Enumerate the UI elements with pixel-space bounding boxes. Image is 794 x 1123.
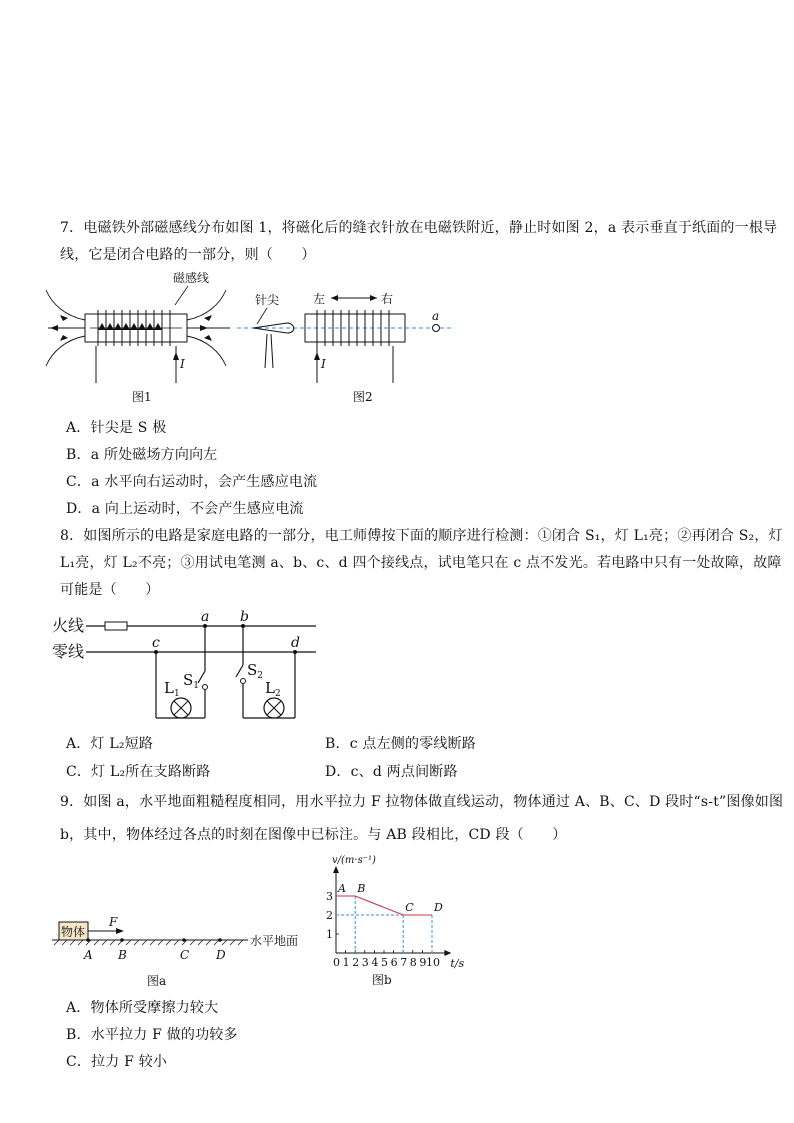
chart-guide-lines (336, 896, 432, 953)
force-label: F (109, 915, 118, 929)
y-tick-label: 3 (326, 890, 333, 903)
velocity-line (336, 896, 432, 915)
y-tick-label: 1 (326, 928, 333, 941)
figb-caption: 图b (372, 973, 392, 987)
figa-caption: 图a (147, 974, 167, 988)
x-tick-label: 2 (352, 956, 360, 969)
point-a-label: a (201, 609, 210, 625)
x-axis-arrow (444, 950, 451, 956)
x-tick-label: 8 (409, 956, 417, 969)
lamp-l1-label: $L_1$ (164, 679, 180, 699)
q9-option-a[interactable]: A．物体所受摩擦力较大 (66, 1000, 219, 1016)
point-c-label: c (152, 635, 160, 651)
point-d: D (216, 948, 226, 962)
y-axis-label: v/(m·s⁻¹) (332, 855, 376, 866)
switch-s1-label: $S_1$ (183, 671, 200, 691)
neutral-wire-label: 零线 (52, 642, 85, 661)
ground-hatching (54, 940, 243, 945)
q7-figure-2 (235, 268, 465, 408)
x-tick-label: 7 (400, 956, 408, 969)
q8-option-d[interactable]: D．c、d 两点间断路 (325, 764, 458, 780)
q9-option-b[interactable]: B．水平拉力 F 做的功较多 (66, 1027, 238, 1043)
q9-velocity-time-chart (310, 850, 510, 990)
y-tick-label: 2 (326, 909, 333, 922)
q7-stem-line2: 线，它是闭合电路的一部分，则（ ） (60, 247, 316, 263)
point-label: B (357, 882, 366, 895)
fig2-current-label: I (321, 357, 326, 371)
fig1-caption: 图1 (132, 390, 152, 404)
fig2-left-label: 左 (313, 292, 326, 306)
fig1-current-label: I (180, 357, 185, 371)
q8-option-a[interactable]: A．灯 L₂短路 (66, 736, 154, 752)
point-b: B (118, 948, 127, 962)
point-label: C (405, 901, 414, 914)
switch-s2-label: $S_2$ (247, 661, 264, 681)
q8-stem-line3: 可能是（ ） (60, 582, 160, 598)
x-axis-label: t/s (450, 957, 465, 970)
q8-stem-line2: L₁亮，灯 L₂不亮；③用试电笔测 a、b、c、d 四个接线点，试电笔只在 c 点不发光。若电路中只有一处故障，故障 (60, 555, 782, 571)
x-tick-label: 9 (419, 956, 427, 969)
x-tick-label: 3 (361, 956, 369, 969)
fig1-field-label: 磁感线 (173, 271, 210, 285)
point-label: A (338, 882, 346, 895)
x-tick-label: 1 (342, 956, 350, 969)
object-label: 物体 (61, 925, 86, 939)
point-b-label: b (240, 609, 249, 625)
point-c: C (180, 948, 190, 962)
fig2-needle-label: 针尖 (255, 293, 280, 307)
q9-stem-line1: 9．如图 a，水平地面粗糙程度相同，用水平拉力 F 拉物体做直线运动，物体通过 A、B、C、D 段时“s-t”图像如图 (60, 794, 784, 810)
q8-stem-line1: 8．如图所示的电路是家庭电路的一部分，电工师傅按下面的顺序进行检测：①闭合 S₁，灯 L₁亮；②再闭合 S₂，灯 (60, 528, 783, 544)
live-wire-label: 火线 (52, 616, 85, 635)
q9-option-c[interactable]: C．拉力 F 较小 (66, 1054, 168, 1070)
x-tick-label: 6 (390, 956, 398, 969)
q9-stem-line2: b，其中，物体经过各点的时刻在图像中已标注。与 AB 段相比，CD 段（ ） (60, 827, 567, 843)
q7-option-c[interactable]: C．a 水平向右运动时，会产生感应电流 (66, 474, 318, 490)
x-tick-label: 5 (381, 956, 388, 969)
ground-label: 水平地面 (250, 934, 299, 948)
q7-figure-1 (40, 268, 240, 408)
q8-option-b[interactable]: B．c 点左侧的零线断路 (325, 736, 476, 752)
q7-option-d[interactable]: D．a 向上运动时，不会产生感应电流 (66, 501, 304, 517)
q9-figure-a (50, 912, 310, 992)
q8-circuit-diagram (50, 605, 330, 730)
x-tick-label: 4 (371, 956, 379, 969)
q7-option-b[interactable]: B．a 所处磁场方向向左 (66, 447, 218, 463)
q7-stem-line1: 7．电磁铁外部磁感线分布如图 1，将磁化后的缝衣针放在电磁铁附近，静止时如图 2，a 表示垂直于纸面的一根导 (60, 220, 778, 236)
fig2-wire-label: a (432, 309, 440, 323)
point-label: D (434, 901, 443, 914)
lamp-l2-label: $L_2$ (265, 679, 281, 699)
chart-series (336, 896, 432, 915)
q7-option-a[interactable]: A．针尖是 S 极 (66, 420, 167, 436)
point-d-label: d (291, 635, 300, 651)
point-a: A (84, 948, 93, 962)
fig2-caption: 图2 (353, 390, 373, 404)
x-tick-label: 0 (333, 956, 340, 969)
fig2-right-label: 右 (381, 292, 394, 306)
x-tick-label: 10 (426, 956, 440, 969)
y-axis-arrow (333, 866, 339, 873)
q8-option-c[interactable]: C．灯 L₂所在支路断路 (66, 764, 211, 780)
